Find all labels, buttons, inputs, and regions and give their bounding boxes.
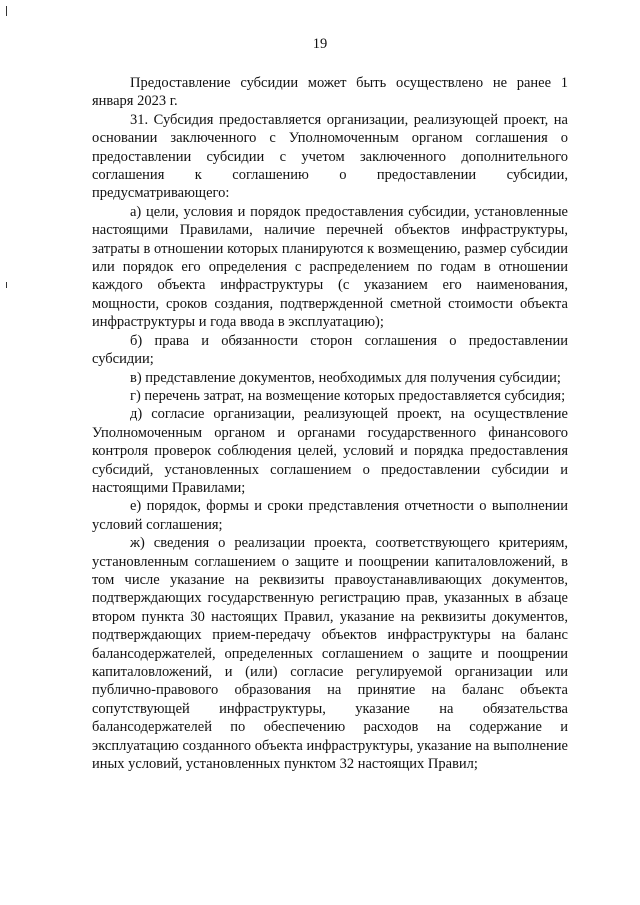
list-item-g: г) перечень затрат, на возмещение которых предоставляется субсидия; [130,387,566,404]
list-item-b: б) права и обязанности сторон соглашения о предоставлении субсидии; [92,332,568,368]
list-item-zh: ж) сведения о реализации проекта, соответствующего критериям, установленным соглашением о защите и поощрении капиталовложений, в том числе указание на реквизиты правоустанавливающих документов, подтверждающих государственную регистрацию прав, указанных в абзаце втором пункта 30 настоящих Правил, указание на реквизиты документов, подтверждающих прием-передачу объектов инфраструктуры на баланс балансодержателей, определенных соглашением о защите и поощрении капиталовложений, и (или) согласие регулируемой организации или публично-правового образования на принятие на баланс объекта сопутствующей инфраструктуры, указание на обязательства балансодержателей по обеспечению расходов на содержание и эксплуатацию созданного объекта инфраструктуры, указание на выполнение иных условий, установленных пунктом 32 настоящих Правил; [92,535,568,773]
list-item-e: е) порядок, формы и сроки представления отчетности о выполнении условий соглашения; [92,498,568,533]
document-body [92,74,568,773]
paragraph-subsidy-start-date: Предоставление субсидии может быть осуществлено не ранее 1 января 2023 г. [92,75,568,110]
page-number: 19 [312,36,328,52]
list-item-d: д) согласие организации, реализующей проект, на осуществление Уполномоченным органом и органами государственного финансового контроля проверок соблюдения целей, условий и порядка предоставления субсидий, установленных соглашением о предоставлении субсидии и настоящими Правилами; [92,406,568,496]
list-item-v: в) представление документов, необходимых для получения субсидии; [130,369,561,386]
paragraph-31: 31. Субсидия предоставляется организации, реализующей проект, на основании заключенного с Уполномоченным органом соглашения о предоставлении субсидии с учетом заключенного дополнительного соглашения к соглашению о предоставлении субсидии, предусматривающего: [92,111,568,202]
scan-edge-mark-middle [6,282,7,288]
list-item-a: а) цели, условия и порядок предоставления субсидии, установленные настоящими Правилами, наличие перечней объектов инфраструктуры, затраты в отношении которых планируются к возмещению, размер субсидии или порядок его определения с распределением по годам в отношении каждого объекта инфраструктуры (с указанием его наименования, мощности, сроков создания, подтвержденной сметной стоимости объекта инфраструктуры и года ввода в эксплуатацию); [92,203,568,331]
scan-edge-mark-top [6,6,7,16]
